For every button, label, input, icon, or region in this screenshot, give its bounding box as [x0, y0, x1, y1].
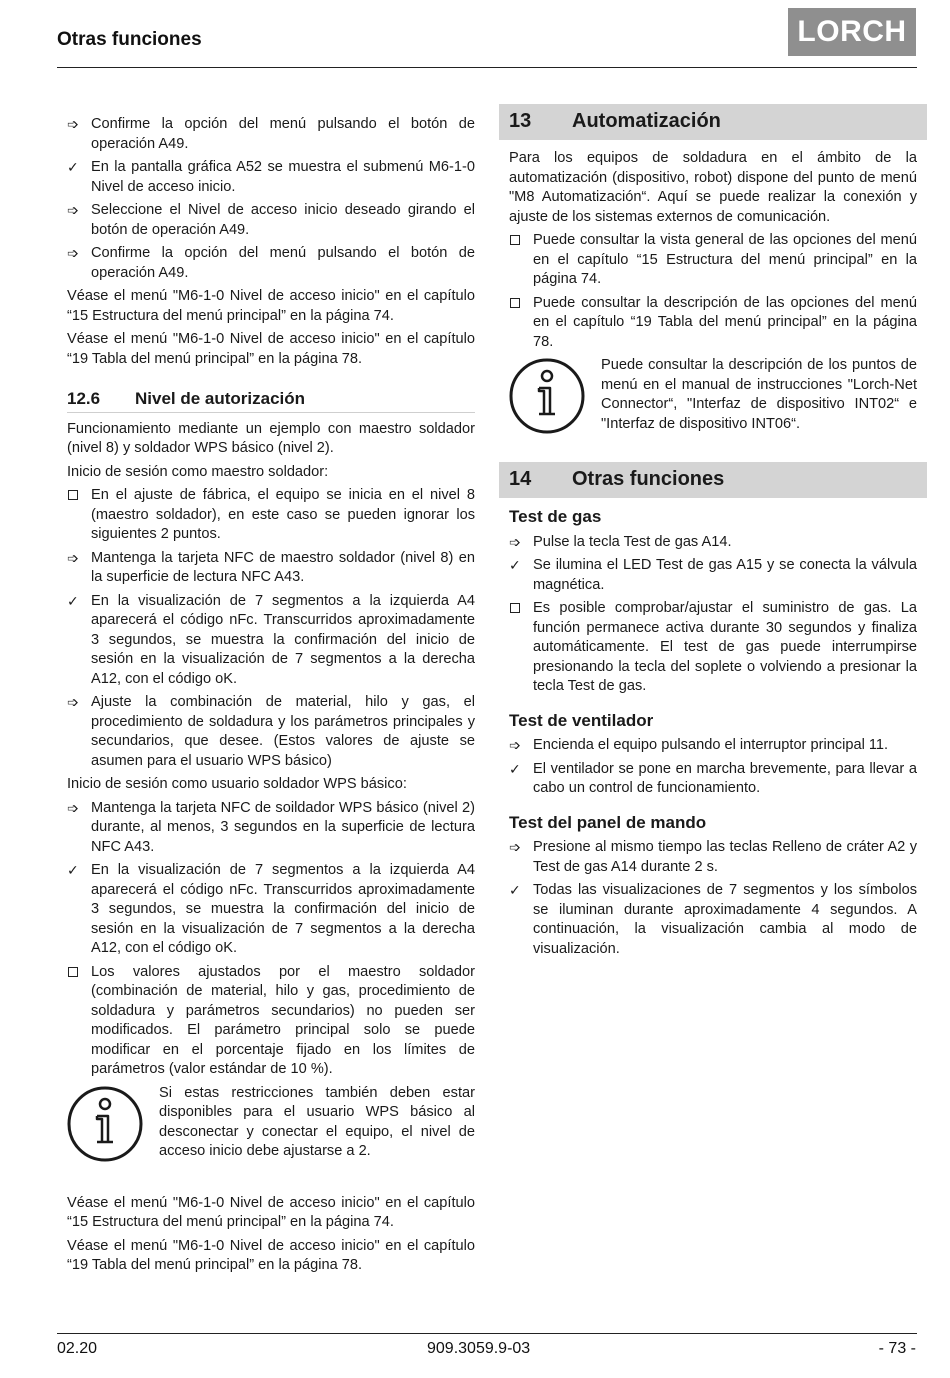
- arrow-right-icon: ➩: [67, 245, 79, 261]
- fan-test-items: [509, 736, 917, 799]
- header-rule: [57, 67, 917, 68]
- automation-paragraph: Para los equipos de soldadura en el ámbito de la automatización (dispositivo, robot) dispone del punto de menú "M8 Automatización“. Aquí se puede realizar la conexión y ajuste de los sistemas externos de comunicación.: [509, 150, 917, 225]
- list-item: [509, 599, 917, 697]
- list-item-text: Mantenga la tarjeta NFC de soildador WPS básico (nivel 2) durante, al menos, 3 segundos en la superficie de lectura NFC A43.: [91, 799, 475, 855]
- list-item-text: Presione al mismo tiempo las teclas Relleno de cráter A2 y Test de gas A14 durante 2 s.: [533, 839, 917, 875]
- checkmark-icon: ✓: [67, 592, 79, 609]
- outro-ref-1: Véase el menú "M6-1-0 Nivel de acceso inicio" en el capítulo “15 Estructura del menú principal” en la página 74.: [67, 1194, 475, 1230]
- list-item-text: Confirme la opción del menú pulsando el botón de operación A49.: [91, 245, 475, 281]
- section-12-6-heading: [67, 389, 475, 413]
- gas-test-items: [509, 533, 917, 697]
- list-item: [67, 549, 475, 588]
- lorch-logo: LORCH: [788, 8, 916, 56]
- right-column: [509, 110, 917, 963]
- list-item-text: En la visualización de 7 segmentos a la izquierda A4 aparecerá el código nFc. Transcurridos aproximadamente 3 segundos, se muestra la confirmación del inicio de sesión en la visualización de 7 segmentos a la derecha A12, con el código oK.: [91, 862, 475, 956]
- arrow-right-icon: ➩: [67, 202, 79, 218]
- gas-test-heading: Test de gas: [509, 507, 602, 526]
- list-item: [509, 838, 917, 877]
- list-item-text: Los valores ajustados por el maestro soldador (combinación de material, hilo y gas, procedimiento de soldadura y parámetros secundarios) no pueden ser modificados. El parámetro principal solo se puede modificar en el porcentaje fijado en los límites de parámetros (valor estándar de 10 %).: [91, 963, 475, 1077]
- arrow-right-icon: ➩: [509, 737, 521, 753]
- footer-page-number: - 73 -: [878, 1340, 916, 1357]
- checkmark-icon: ✓: [509, 760, 521, 777]
- section-title: Nivel de autorización: [135, 389, 306, 408]
- list-item: [509, 556, 917, 595]
- list-item: [67, 693, 475, 771]
- page-header-title: Otras funciones: [57, 29, 202, 50]
- arrow-right-icon: ➩: [67, 799, 79, 816]
- list-item-text: Ajuste la combinación de material, hilo y gas, el procedimiento de soldadura y los parámetros principales y secundarios, que desee. (Estos valores de ajuste se asumen para el usuario WPS básico): [91, 694, 475, 769]
- list-item-text: El ventilador se pone en marcha brevemente, para llevar a cabo un control de funcionamiento.: [533, 760, 917, 796]
- login-wps-paragraph: Inicio de sesión como usuario soldador WPS básico:: [67, 776, 407, 792]
- list-item: [509, 736, 917, 756]
- list-item: [67, 963, 475, 1080]
- list-item: [67, 592, 475, 690]
- list-item: [509, 533, 917, 553]
- chapter-number: 13: [509, 110, 532, 133]
- info-note: [67, 1084, 475, 1162]
- list-item-text: Encienda el equipo pulsando el interruptor principal 11.: [533, 737, 889, 753]
- list-item: [67, 486, 475, 545]
- intro-steps: [67, 115, 475, 283]
- intro-ref-2: Véase el menú "M6-1-0 Nivel de acceso inicio" en el capítulo “19 Tabla del menú principal” en la página 78.: [67, 331, 475, 367]
- master-steps: [67, 486, 475, 771]
- list-item: [509, 760, 917, 799]
- chapter-number: 14: [509, 468, 532, 491]
- automation-info-note: [509, 356, 917, 434]
- arrow-right-icon: ➩: [67, 694, 79, 710]
- section-number: 12.6: [67, 389, 101, 408]
- left-column: [67, 115, 475, 1280]
- footer-doc-number: 909.3059.9-03: [427, 1340, 531, 1357]
- example-paragraph: Funcionamiento mediante un ejemplo con maestro soldador (nivel 8) y soldador WPS básico (nivel 2).: [67, 420, 475, 456]
- list-item-text: En la pantalla gráfica A52 se muestra el submenú M6-1-0 Nivel de acceso inicio.: [91, 159, 475, 195]
- login-master-paragraph: Inicio de sesión como maestro soldador:: [67, 463, 329, 480]
- list-item-text: Se ilumina el LED Test de gas A15 y se conecta la válvula magnética.: [533, 557, 917, 593]
- chapter-14-heading: [499, 462, 927, 498]
- list-item-text: Confirme la opción del menú pulsando el botón de operación A49.: [91, 116, 475, 152]
- info-icon: [505, 356, 601, 434]
- list-item: [509, 231, 917, 290]
- list-item-text: En el ajuste de fábrica, el equipo se inicia en el nivel 8 (maestro soldador), en este caso se pueden ignorar los siguientes 2 puntos.: [91, 487, 475, 542]
- list-item-text: Todas las visualizaciones de 7 segmentos y los símbolos se iluminan durante aproximadamente 4 segundos. A continuación, la visualización cambia al modo de visualización.: [533, 882, 917, 957]
- checkmark-icon: ✓: [509, 882, 521, 898]
- list-item: [67, 799, 475, 858]
- info-icon: [63, 1084, 159, 1162]
- list-item: [509, 881, 917, 959]
- checkmark-icon: ✓: [509, 557, 521, 573]
- list-item-text: Seleccione el Nivel de acceso inicio deseado girando el botón de operación A49.: [91, 202, 475, 238]
- list-item-text: Pulse la tecla Test de gas A14.: [533, 533, 732, 550]
- checkmark-icon: ✓: [67, 862, 79, 878]
- list-item-text: Puede consultar la vista general de las opciones del menú en el capítulo “15 Estructura del menú principal” en la página 74.: [533, 232, 917, 287]
- list-item-text: Mantenga la tarjeta NFC de maestro soldador (nivel 8) en la superficie de lectura NFC A43.: [91, 549, 475, 585]
- panel-test-heading: Test del panel de mando: [509, 812, 707, 832]
- list-item: [67, 158, 475, 197]
- automation-items: [509, 231, 917, 352]
- intro-ref-1: Véase el menú "M6-1-0 Nivel de acceso inicio" en el capítulo “15 Estructura del menú principal” en la página 74.: [67, 288, 475, 324]
- arrow-right-icon: ➩: [509, 533, 521, 550]
- fan-test-heading: Test de ventilador: [509, 710, 654, 730]
- automation-info-text: Puede consultar la descripción de los puntos de menú en el manual de instrucciones "Lorch-Net Connector“, "Interfaz de dispositivo INT02“ e "Interfaz de dispositivo INT06“.: [601, 357, 917, 432]
- checkmark-icon: ✓: [67, 159, 79, 175]
- wps-steps: [67, 799, 475, 1080]
- chapter-13-heading: [499, 104, 927, 140]
- list-item: [67, 861, 475, 959]
- list-item: [67, 115, 475, 154]
- chapter-title: Otras funciones: [572, 468, 725, 491]
- footer-date: 02.20: [57, 1340, 98, 1357]
- arrow-right-icon: ➩: [509, 839, 521, 855]
- panel-test-items: [509, 838, 917, 959]
- list-item-text: Puede consultar la descripción de las opciones del menú en el capítulo “19 Tabla del menú principal” en la página 78.: [533, 294, 917, 350]
- chapter-title: Automatización: [572, 110, 721, 133]
- list-item: [509, 294, 917, 353]
- list-item: [67, 201, 475, 240]
- arrow-right-icon: ➩: [67, 116, 79, 132]
- list-item: [67, 244, 475, 283]
- outro-ref-2: Véase el menú "M6-1-0 Nivel de acceso inicio" en el capítulo “19 Tabla del menú principal” en la página 78.: [67, 1237, 475, 1273]
- list-item-text: En la visualización de 7 segmentos a la izquierda A4 aparecerá el código nFc. Transcurridos aproximadamente 3 segundos, se muestra la confirmación del inicio de sesión en la visualización de 7 segmentos a la derecha A12, con el código oK.: [91, 592, 475, 687]
- footer-rule: [57, 1333, 917, 1334]
- arrow-right-icon: ➩: [67, 549, 79, 566]
- info-text: Si estas restricciones también deben estar disponibles para el usuario WPS básico al desconectar y conectar el equipo, el nivel de acceso inicio debe ajustarse a 2.: [159, 1084, 475, 1159]
- list-item-text: Es posible comprobar/ajustar el suministro de gas. La función permanece activa durante 30 segundos y finaliza automáticamente. El test de gas puede interrumpirse presionando la tecla del soplete o volviendo a presionar la tecla Test de gas.: [533, 600, 917, 694]
